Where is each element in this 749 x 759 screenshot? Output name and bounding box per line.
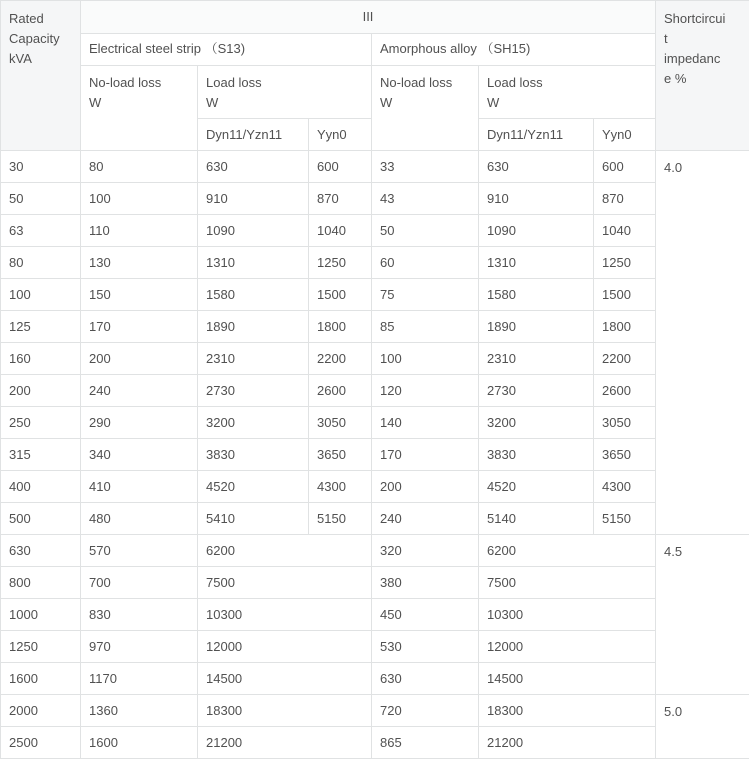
sh15-no-load-cell: 140 — [372, 407, 479, 439]
table-row — [1, 407, 749, 439]
sh15-no-load-cell: 50 — [372, 215, 479, 247]
sh15-yyn0-cell: 4300 — [594, 471, 656, 503]
s13-dyn11-yzn11-cell: 1890 — [198, 311, 309, 343]
s13-load-loss-cell: 12000 — [198, 631, 372, 663]
sh15-no-load-cell: 630 — [372, 663, 479, 695]
sh15-dyn11-yzn11-cell: 1090 — [479, 215, 594, 247]
capacity-cell: 30 — [1, 151, 81, 183]
impedance-cell: 4.5 — [656, 535, 749, 695]
s13-dyn11-yzn11-cell: 1580 — [198, 279, 309, 311]
s13-no-load-cell: 1600 — [81, 727, 198, 759]
sh15-dyn11-yzn11-cell: 2730 — [479, 375, 594, 407]
s13-dyn11-yzn11-cell: 3830 — [198, 439, 309, 471]
s13-no-load-cell: 970 — [81, 631, 198, 663]
load-loss-header-sh15 — [479, 66, 656, 119]
impedance-cell: 5.0 — [656, 695, 749, 759]
sh15-yyn0-cell: 1250 — [594, 247, 656, 279]
s13-no-load-cell: 410 — [81, 471, 198, 503]
sh15-no-load-cell: 75 — [372, 279, 479, 311]
capacity-cell: 2000 — [1, 695, 81, 727]
s13-no-load-cell: 240 — [81, 375, 198, 407]
table-row — [1, 535, 749, 567]
s13-dyn11-yzn11-cell: 2310 — [198, 343, 309, 375]
s13-yyn0-cell: 600 — [309, 151, 372, 183]
sh15-load-loss-cell: 7500 — [479, 567, 656, 599]
capacity-cell: 160 — [1, 343, 81, 375]
table-row — [1, 183, 749, 215]
unit-label: W — [206, 93, 363, 113]
no-load-loss-label: No-load loss — [89, 73, 189, 93]
table-row — [1, 599, 749, 631]
no-load-loss-header-sh15 — [372, 66, 479, 151]
s13-load-loss-cell: 10300 — [198, 599, 372, 631]
s13-dyn11-yzn11-cell: 1310 — [198, 247, 309, 279]
s13-no-load-cell: 700 — [81, 567, 198, 599]
sh15-no-load-cell: 60 — [372, 247, 479, 279]
capacity-cell: 63 — [1, 215, 81, 247]
s13-load-loss-cell: 6200 — [198, 535, 372, 567]
table-row — [1, 663, 749, 695]
s13-yyn0-cell: 3050 — [309, 407, 372, 439]
table-row — [1, 695, 749, 727]
table-row — [1, 727, 749, 759]
capacity-cell: 500 — [1, 503, 81, 535]
sh15-no-load-cell: 865 — [372, 727, 479, 759]
s13-yyn0-cell: 4300 — [309, 471, 372, 503]
s13-no-load-cell: 130 — [81, 247, 198, 279]
sh15-yyn0-cell: 600 — [594, 151, 656, 183]
sh15-dyn11-yzn11-cell: 1580 — [479, 279, 594, 311]
table-header — [1, 1, 749, 151]
no-load-loss-label: No-load loss — [380, 73, 470, 93]
table-row — [1, 215, 749, 247]
s13-no-load-cell: 480 — [81, 503, 198, 535]
capacity-cell: 2500 — [1, 727, 81, 759]
sh15-no-load-cell: 100 — [372, 343, 479, 375]
sh15-dyn11-yzn11-cell: 5140 — [479, 503, 594, 535]
sh15-yyn0-cell: 3650 — [594, 439, 656, 471]
sh15-load-loss-cell: 21200 — [479, 727, 656, 759]
unit-label: W — [89, 93, 189, 113]
s13-load-loss-cell: 18300 — [198, 695, 372, 727]
s13-yyn0-cell: 1040 — [309, 215, 372, 247]
s13-no-load-cell: 290 — [81, 407, 198, 439]
s13-yyn0-cell: 3650 — [309, 439, 372, 471]
winding-header-sh15-dyn11: Dyn11/Yzn11 — [479, 119, 594, 151]
material-header-sh15: Amorphous alloy （SH15) — [372, 34, 656, 66]
s13-yyn0-cell: 870 — [309, 183, 372, 215]
sh15-yyn0-cell: 1800 — [594, 311, 656, 343]
table-row — [1, 247, 749, 279]
sh15-dyn11-yzn11-cell: 1310 — [479, 247, 594, 279]
sh15-load-loss-cell: 14500 — [479, 663, 656, 695]
winding-header-s13-dyn11: Dyn11/Yzn11 — [198, 119, 309, 151]
sh15-dyn11-yzn11-cell: 3200 — [479, 407, 594, 439]
material-header-s13: Electrical steel strip （S13) — [81, 34, 372, 66]
capacity-cell: 80 — [1, 247, 81, 279]
s13-yyn0-cell: 1800 — [309, 311, 372, 343]
sh15-yyn0-cell: 1500 — [594, 279, 656, 311]
s13-yyn0-cell: 2200 — [309, 343, 372, 375]
capacity-cell: 1000 — [1, 599, 81, 631]
s13-no-load-cell: 80 — [81, 151, 198, 183]
capacity-cell: 1250 — [1, 631, 81, 663]
s13-dyn11-yzn11-cell: 5410 — [198, 503, 309, 535]
sh15-no-load-cell: 43 — [372, 183, 479, 215]
s13-no-load-cell: 110 — [81, 215, 198, 247]
capacity-cell: 100 — [1, 279, 81, 311]
sh15-yyn0-cell: 5150 — [594, 503, 656, 535]
sh15-dyn11-yzn11-cell: 630 — [479, 151, 594, 183]
sh15-load-loss-cell: 18300 — [479, 695, 656, 727]
sh15-no-load-cell: 450 — [372, 599, 479, 631]
sh15-no-load-cell: 120 — [372, 375, 479, 407]
s13-yyn0-cell: 1500 — [309, 279, 372, 311]
table-row — [1, 279, 749, 311]
sh15-dyn11-yzn11-cell: 910 — [479, 183, 594, 215]
s13-no-load-cell: 830 — [81, 599, 198, 631]
sh15-yyn0-cell: 2600 — [594, 375, 656, 407]
sh15-dyn11-yzn11-cell: 2310 — [479, 343, 594, 375]
capacity-cell: 400 — [1, 471, 81, 503]
s13-load-loss-cell: 7500 — [198, 567, 372, 599]
group-header-row — [1, 1, 749, 34]
rated-capacity-header: Rated Capacity kVA — [1, 1, 81, 151]
s13-dyn11-yzn11-cell: 2730 — [198, 375, 309, 407]
sh15-no-load-cell: 170 — [372, 439, 479, 471]
capacity-cell: 1600 — [1, 663, 81, 695]
capacity-cell: 800 — [1, 567, 81, 599]
s13-no-load-cell: 340 — [81, 439, 198, 471]
unit-label: W — [380, 93, 470, 113]
sh15-no-load-cell: 530 — [372, 631, 479, 663]
unit-label: W — [487, 93, 647, 113]
sh15-dyn11-yzn11-cell: 1890 — [479, 311, 594, 343]
sh15-no-load-cell: 85 — [372, 311, 479, 343]
s13-dyn11-yzn11-cell: 1090 — [198, 215, 309, 247]
table-row — [1, 503, 749, 535]
load-loss-label: Load loss — [206, 73, 363, 93]
s13-no-load-cell: 100 — [81, 183, 198, 215]
s13-no-load-cell: 170 — [81, 311, 198, 343]
s13-dyn11-yzn11-cell: 910 — [198, 183, 309, 215]
sh15-no-load-cell: 320 — [372, 535, 479, 567]
winding-header-s13-yyn0: Yyn0 — [309, 119, 372, 151]
sh15-yyn0-cell: 870 — [594, 183, 656, 215]
sh15-load-loss-cell: 6200 — [479, 535, 656, 567]
sh15-no-load-cell: 380 — [372, 567, 479, 599]
s13-yyn0-cell: 1250 — [309, 247, 372, 279]
group-header: III — [81, 1, 656, 34]
sh15-no-load-cell: 33 — [372, 151, 479, 183]
capacity-cell: 630 — [1, 535, 81, 567]
sh15-dyn11-yzn11-cell: 3830 — [479, 439, 594, 471]
sh15-dyn11-yzn11-cell: 4520 — [479, 471, 594, 503]
sh15-load-loss-cell: 10300 — [479, 599, 656, 631]
sh15-no-load-cell: 720 — [372, 695, 479, 727]
no-load-loss-header-s13 — [81, 66, 198, 151]
capacity-cell: 250 — [1, 407, 81, 439]
capacity-cell: 50 — [1, 183, 81, 215]
capacity-cell: 200 — [1, 375, 81, 407]
sh15-no-load-cell: 200 — [372, 471, 479, 503]
s13-no-load-cell: 150 — [81, 279, 198, 311]
capacity-cell: 315 — [1, 439, 81, 471]
sh15-yyn0-cell: 3050 — [594, 407, 656, 439]
impedance-header: Shortcircuit impedance % — [656, 1, 749, 151]
table-row — [1, 567, 749, 599]
load-loss-label: Load loss — [487, 73, 647, 93]
winding-header-sh15-yyn0: Yyn0 — [594, 119, 656, 151]
table-row — [1, 471, 749, 503]
table-row — [1, 439, 749, 471]
load-loss-header-s13 — [198, 66, 372, 119]
sh15-no-load-cell: 240 — [372, 503, 479, 535]
sh15-yyn0-cell: 1040 — [594, 215, 656, 247]
table-row — [1, 375, 749, 407]
table-body — [1, 151, 749, 759]
table-row — [1, 631, 749, 663]
table-row — [1, 311, 749, 343]
impedance-cell: 4.0 — [656, 151, 749, 535]
table-row — [1, 343, 749, 375]
s13-load-loss-cell: 14500 — [198, 663, 372, 695]
s13-dyn11-yzn11-cell: 4520 — [198, 471, 309, 503]
table-row — [1, 151, 749, 183]
s13-dyn11-yzn11-cell: 3200 — [198, 407, 309, 439]
sh15-yyn0-cell: 2200 — [594, 343, 656, 375]
capacity-cell: 125 — [1, 311, 81, 343]
sh15-load-loss-cell: 12000 — [479, 631, 656, 663]
material-header-row — [1, 34, 749, 66]
loss-header-row — [1, 66, 749, 119]
s13-yyn0-cell: 2600 — [309, 375, 372, 407]
s13-no-load-cell: 1360 — [81, 695, 198, 727]
s13-no-load-cell: 200 — [81, 343, 198, 375]
s13-dyn11-yzn11-cell: 630 — [198, 151, 309, 183]
s13-no-load-cell: 1170 — [81, 663, 198, 695]
s13-load-loss-cell: 21200 — [198, 727, 372, 759]
s13-yyn0-cell: 5150 — [309, 503, 372, 535]
s13-no-load-cell: 570 — [81, 535, 198, 567]
